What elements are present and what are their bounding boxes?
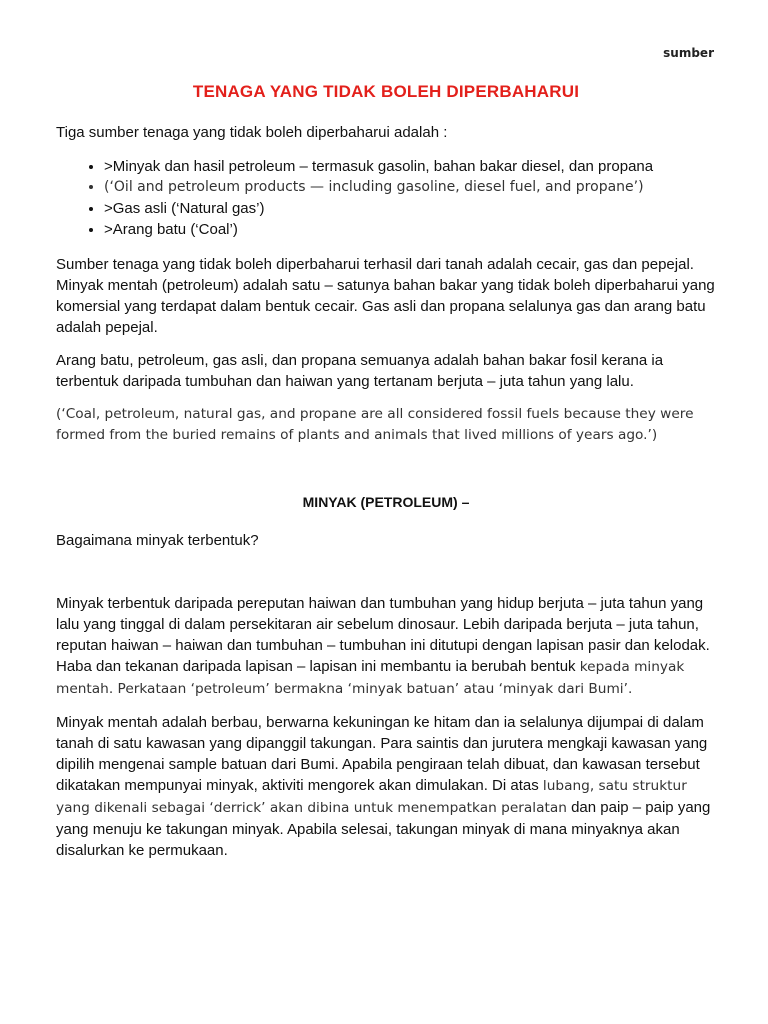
paragraph-2: Arang batu, petroleum, gas asli, dan propana semuanya adalah bahan bakar fosil kerana ia terbentuk daripada tumbuhan dan haiwan yang tertanam berjuta – juta tahun yang lalu.	[56, 352, 664, 390]
paragraph-2-english: (‘Coal, petroleum, natural gas, and propane are all considered fossil fuels because they were formed from the buried remains of plants and animals that lived millions of years ago.’)	[56, 406, 694, 443]
paragraph-4-part-3: dan paip – paip yang yang menuju ke takungan minyak. Apabila selesai, takungan minyak di mana minyaknya akan disalurkan ke permukaan.	[56, 799, 711, 859]
paragraph-3	[56, 593, 716, 700]
paragraph-4-part-1: Minyak mentah adalah berbau, berwarna kekuningan ke hitam dan ia selalunya dijumpai di dalam tanah di satu kawasan yang dipanggil takungan. Para saintis dan jurutera mengkaji kawasan yang dipilih mengenai sample batuan dari Bumi. Apabila pengiraan telah dibuat, dan kawasan tersebut dikatakan mempunyai minyak, aktiviti mengorek akan dimulakan. Di atas	[56, 714, 708, 794]
paragraph-4-part-2: lubang, satu struktur yang dikenali sebagai ‘derrick’ akan dibina untuk menempatkan peralatan	[56, 778, 687, 816]
paragraph-1: Sumber tenaga yang tidak boleh diperbaharui terhasil dari tanah adalah cecair, gas dan pepejal. Minyak mentah (petroleum) adalah satu – satunya bahan bakar yang tidak boleh diperbaharui yang komersial yang terdapat dalam bentuk cecair. Gas asli dan propana selalunya gas dan arang batu adalah pepejal.	[56, 256, 715, 336]
section-heading: MINYAK (PETROLEUM) –	[302, 494, 470, 510]
list-item: • >Gas asli (‘Natural gas’)	[104, 198, 716, 219]
question-text: Bagaimana minyak terbentuk?	[56, 532, 259, 549]
page-title: TENAGA YANG TIDAK BOLEH DIPERBAHARUI	[192, 82, 580, 101]
list-item: • >Arang batu (‘Coal’)	[104, 219, 716, 240]
paragraph-3-part-1: Minyak terbentuk daripada pereputan haiwan dan tumbuhan yang hidup berjuta – juta tahun yang lalu yang tinggal di dalam persekitaran air sebelum dinosaur. Lebih daripada berjuta – juta tahun, reputan haiwan – haiwan dan tumbuhan – tumbuhan ini ditutupi dengan lapisan pasir dan kelodak. Haba dan tekanan daripada lapisan – lapisan ini membantu ia berubah bentuk	[56, 595, 710, 675]
list-item: • >Minyak dan hasil petroleum – termasuk gasolin, bahan bakar diesel, dan propana	[104, 156, 716, 177]
header-tag: sumber	[663, 46, 714, 60]
energy-source-list	[56, 156, 716, 240]
paragraph-3-part-2: kepada minyak mentah. Perkataan ‘petroleum’ bermakna ‘minyak batuan’ atau ‘minyak dari Bumi’.	[56, 659, 685, 697]
list-item: • (‘Oil and petroleum products — including gasoline, diesel fuel, and propane’)	[104, 177, 716, 198]
intro-text: Tiga sumber tenaga yang tidak boleh diperbaharui adalah :	[56, 124, 448, 141]
document-page	[56, 82, 716, 873]
paragraph-4	[56, 712, 716, 861]
